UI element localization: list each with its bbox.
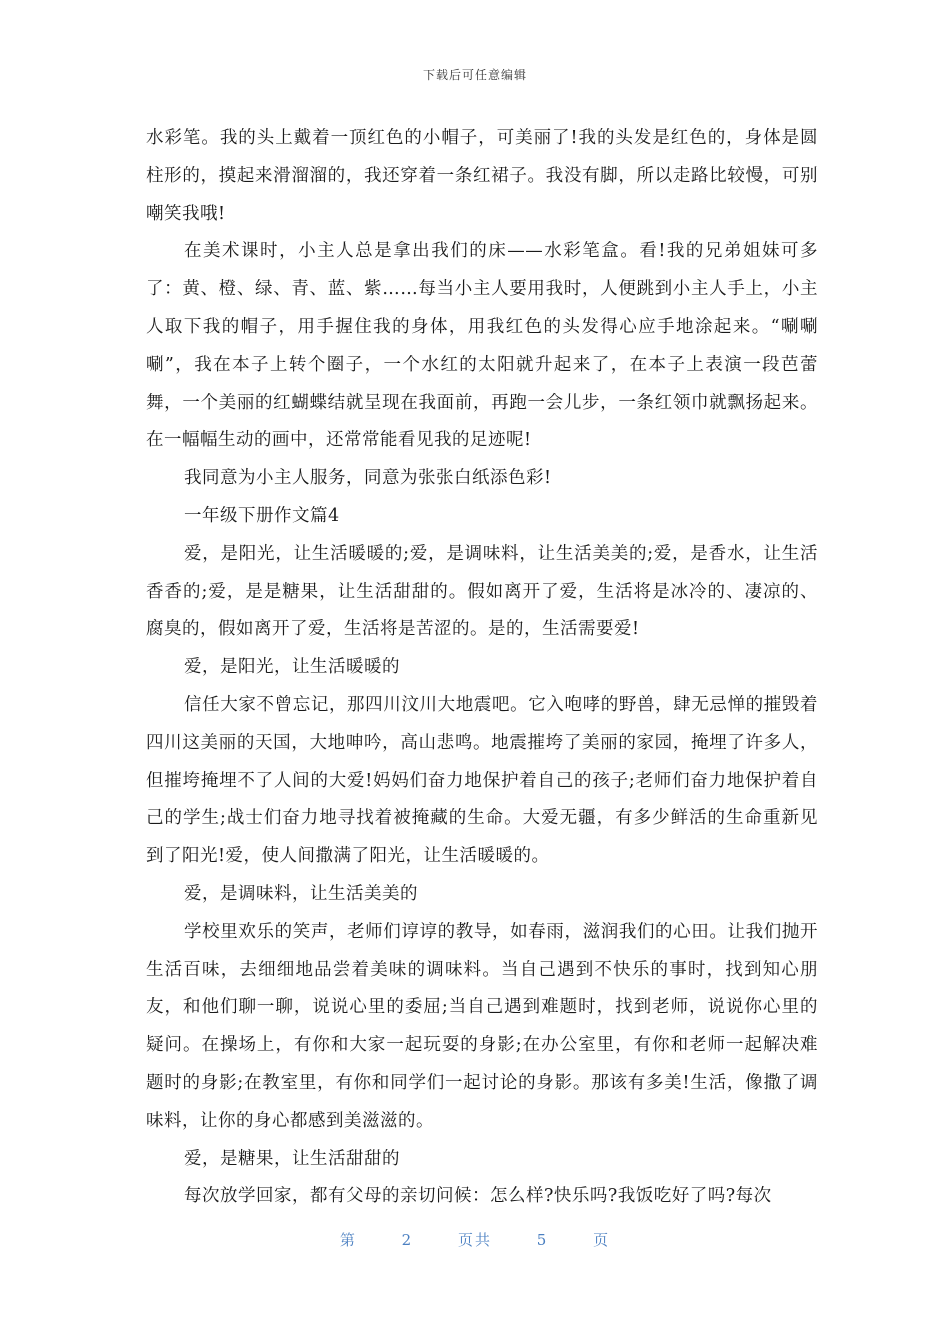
paragraph-serve: 我同意为小主人服务，同意为张张白纸添色彩! — [184, 468, 552, 489]
paragraph-continuation: 水彩笔。我的头上戴着一顶红色的小帽子，可美丽了!我的头发是红色的，身体是圆柱形的，摸起来滑溜溜的，我还穿着一条红裙子。我没有脚，所以走路比较慢，可别嘲笑我哦! — [146, 128, 818, 224]
subheading-candy: 爱，是糖果，让生活甜甜的 — [184, 1148, 400, 1169]
section-title: 一年级下册作文篇4 — [184, 505, 340, 526]
footer-current-page: 2 — [401, 1231, 414, 1249]
footer-total-pages: 5 — [536, 1231, 549, 1249]
footer-word-end: 页 — [593, 1231, 611, 1249]
paragraph-art-class: 在美术课时，小主人总是拿出我们的床——水彩笔盒。看!我的兄弟姐妹可多了：黄、橙、绿、青、蓝、紫……每当小主人要用我时，人便跳到小主人手上，小主人取下我的帽子，用手握住我的身体，用我红色的头发得心应手地涂起来。“唰唰唰”，我在本子上转个圈子，一个水红的太阳就升起来了，在本子上表演一段芭蕾舞，一个美丽的红蝴蝶结就呈现在我面前，再跑一会儿步，一条红领巾就飘扬起来。在一幅幅生动的画中，还常常能看见我的足迹呢! — [146, 241, 818, 451]
page-header: 下载后可任意编辑 — [422, 68, 527, 82]
document-body — [146, 120, 818, 1216]
paragraph-earthquake: 信任大家不曾忘记，那四川汶川大地震吧。它入咆哮的野兽，肆无忌惮的摧毁着四川这美丽的天国，大地呻吟，高山悲鸣。地震摧垮了美丽的家园，掩埋了许多人，但摧垮掩埋不了人间的大爱!妈妈们奋力地保护着自己的孩子;老师们奋力地保护着自己的学生;战士们奋力地寻找着被掩藏的生命。大爱无疆，有多少鲜活的生命重新见到了阳光!爱，使人间撒满了阳光，让生活暖暖的。 — [146, 694, 818, 867]
subheading-sunshine: 爱，是阳光，让生活暖暖的 — [184, 657, 400, 678]
subheading-seasoning: 爱，是调味料，让生活美美的 — [184, 883, 418, 904]
paragraph-home: 每次放学回家，都有父母的亲切问候：怎么样?快乐吗?我饭吃好了吗?每次 — [184, 1186, 772, 1207]
paragraph-school: 学校里欢乐的笑声，老师们谆谆的教导，如春雨，滋润我们的心田。让我们抛开生活百味，去细细地品尝着美味的调味料。当自己遇到不快乐的事时，找到知心朋友，和他们聊一聊，说说心里的委屈;当自己遇到难题时，找到老师，说说你心里的疑问。在操场上，有你和大家一起玩耍的身影;在办公室里，有你和老师一起解决难题时的身影;在教室里，有你和同学们一起讨论的身影。那该有多美!生活，像撒了调味料，让你的身心都感到美滋滋的。 — [146, 921, 818, 1131]
footer-word-of: 页共 — [457, 1231, 492, 1249]
footer-word-page: 第 — [339, 1231, 357, 1249]
page-footer — [0, 1229, 950, 1250]
paragraph-love-intro: 爱，是阳光，让生活暖暖的;爱，是调味料，让生活美美的;爱，是香水，让生活香香的;爱，是是糖果，让生活甜甜的。假如离开了爱，生活将是冰冷的、凄凉的、腐臭的，假如离开了爱，生活将是苦涩的。是的，生活需要爱! — [146, 543, 818, 640]
